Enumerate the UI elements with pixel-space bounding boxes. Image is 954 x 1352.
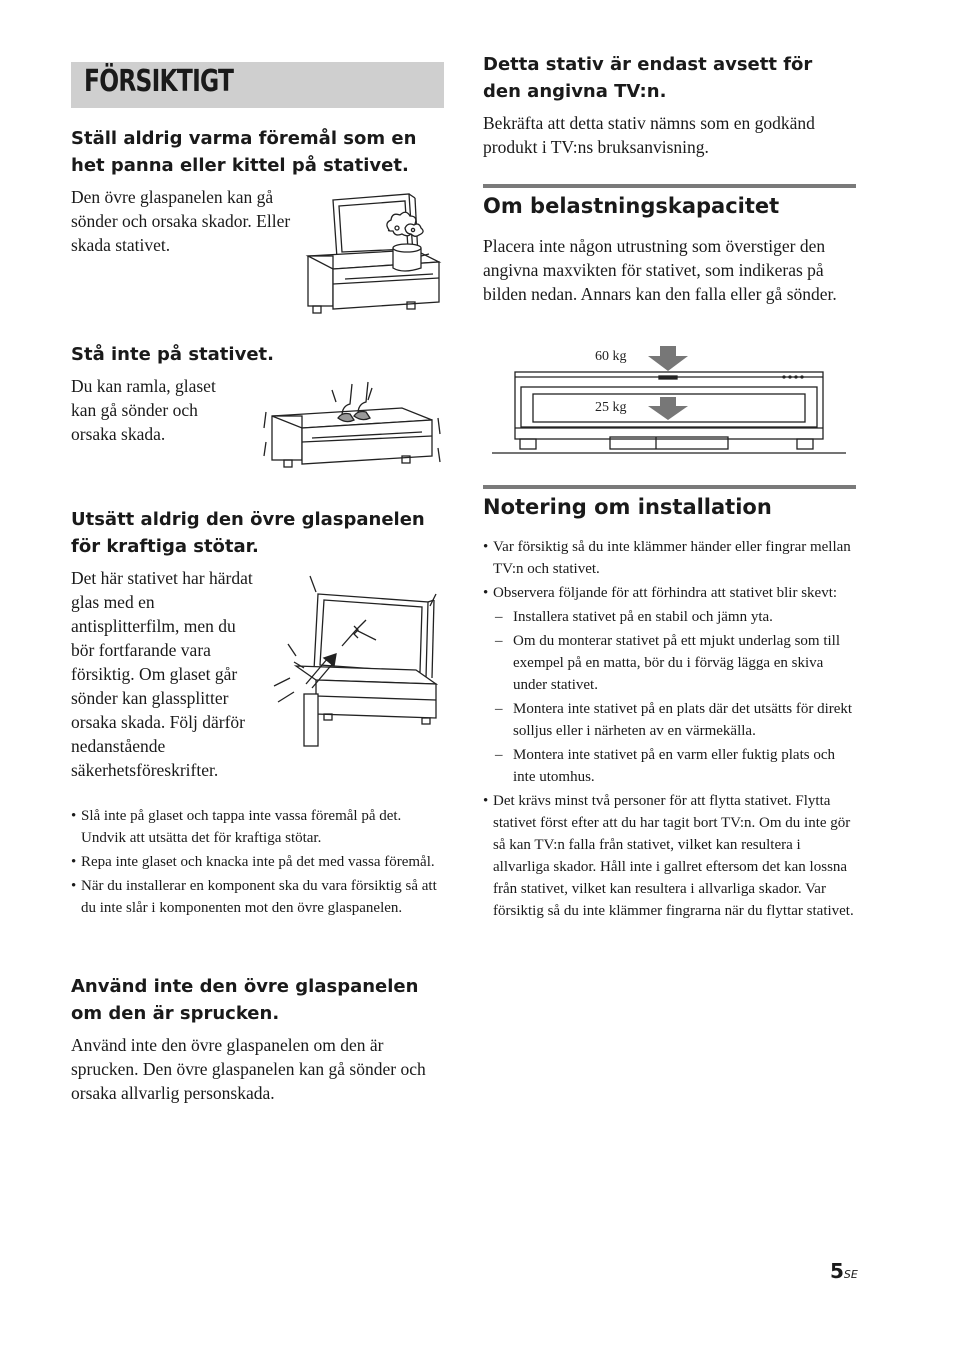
section-body-hot-objects: Den övre glaspanelen kan gå sönder och orsaka skador. Eller skada stativet. xyxy=(71,187,291,255)
list-item: • Repa inte glaset och knacka inte på det med vassa föremål. xyxy=(71,851,445,873)
illustration-impact-on-glass xyxy=(266,574,444,750)
list-item: • Slå inte på glaset och tappa inte vassa föremål på det. Undvik att utsätta det för kraftiga stötar. xyxy=(71,805,445,849)
section-heading-load-capacity: Om belastningskapacitet xyxy=(483,194,780,218)
list-item: – Montera inte stativet på en plats där det utsätts för direkt solljus eller i närheten av en värmekälla. xyxy=(493,698,857,742)
section-body-do-not-stand: Du kan ramla, glaset kan gå sönder och orsaka skada. xyxy=(71,376,216,444)
illustration-hot-kettle-on-stand xyxy=(305,192,445,317)
section-heading-hot-objects: Ställ aldrig varma föremål som en het panna eller kittel på stativet. xyxy=(71,128,417,176)
page-number-value: 5 xyxy=(830,1259,844,1283)
page-number-suffix: SE xyxy=(843,1268,858,1281)
section-body-cracked-glass: Använd inte den övre glaspanelen om den är sprucken. Den övre glaspanelen kan gå sönder och orsaka allvarlig personskada. xyxy=(71,1035,426,1103)
list-item: – Installera stativet på en stabil och jämn yta. xyxy=(493,606,857,628)
page-title: FÖRSIKTIGT xyxy=(84,64,234,99)
section-heading-do-not-stand: Stå inte på stativet. xyxy=(71,344,274,365)
section-body-load-capacity: Placera inte någon utrustning som överstiger den angivna maxvikten för stativet, som indikeras på bilden nedan. Annars kan den falla eller gå sönder. xyxy=(483,236,837,304)
load-label-top: 60 kg xyxy=(595,349,627,364)
installation-notes xyxy=(483,536,857,922)
section-heading-installation: Notering om installation xyxy=(483,495,772,519)
load-capacity-diagram xyxy=(492,344,848,456)
list-item: • Observera följande för att förhindra att stativet blir skevt: xyxy=(483,582,857,604)
list-item: • Det krävs minst två personer för att flytta stativet. Flytta stativet först efter att du har tagit bort TV:n. Om du inte gör så kan TV:n falla från stativet, vilket kan resultera i allvarliga skador. Håll inte i gallret eftersom det kan lossna från stativet, vilket kan resultera i allvarliga skador. Var försiktig så du inte klämmer fingrarna när du flyttar stativet. xyxy=(483,790,857,922)
page-number xyxy=(830,1259,858,1283)
section-body-intended-tv: Bekräfta att detta stativ nämns som en godkänd produkt i TV:ns bruksanvisning. xyxy=(483,113,815,157)
list-item: • När du installerar en komponent ska du vara försiktig så att du inte slår i komponenten mot den övre glaspanelen. xyxy=(71,875,445,919)
section-heading-impact: Utsätt aldrig den övre glaspanelen för kraftiga stötar. xyxy=(71,509,425,557)
list-item: • Var försiktig så du inte klämmer händer eller fingrar mellan TV:n och stativet. xyxy=(483,536,857,580)
section-heading-intended-tv: Detta stativ är endast avsett för den angivna TV:n. xyxy=(483,54,813,102)
impact-bullet-list xyxy=(71,805,445,919)
list-item: – Om du monterar stativet på ett mjukt underlag som till exempel på en matta, bör du i förväg lägga en skiva under stativet. xyxy=(493,630,857,696)
section-rule xyxy=(483,184,856,188)
arrow-down-icon xyxy=(648,346,688,371)
load-label-shelf: 25 kg xyxy=(595,400,627,415)
list-item: – Montera inte stativet på en varm eller fuktig plats och inte utomhus. xyxy=(493,744,857,788)
section-rule xyxy=(483,485,856,489)
illustration-standing-on-stand xyxy=(262,378,444,478)
section-heading-cracked-glass: Använd inte den övre glaspanelen om den är sprucken. xyxy=(71,976,419,1024)
section-body-impact: Det här stativet har härdat glas med en antisplitterfilm, men du bör fortfarande vara försiktig. Om glaset går sönder kan glassplitter orsaka skada. Följ därför nedanstående säkerhetsföreskrifter. xyxy=(71,568,253,780)
